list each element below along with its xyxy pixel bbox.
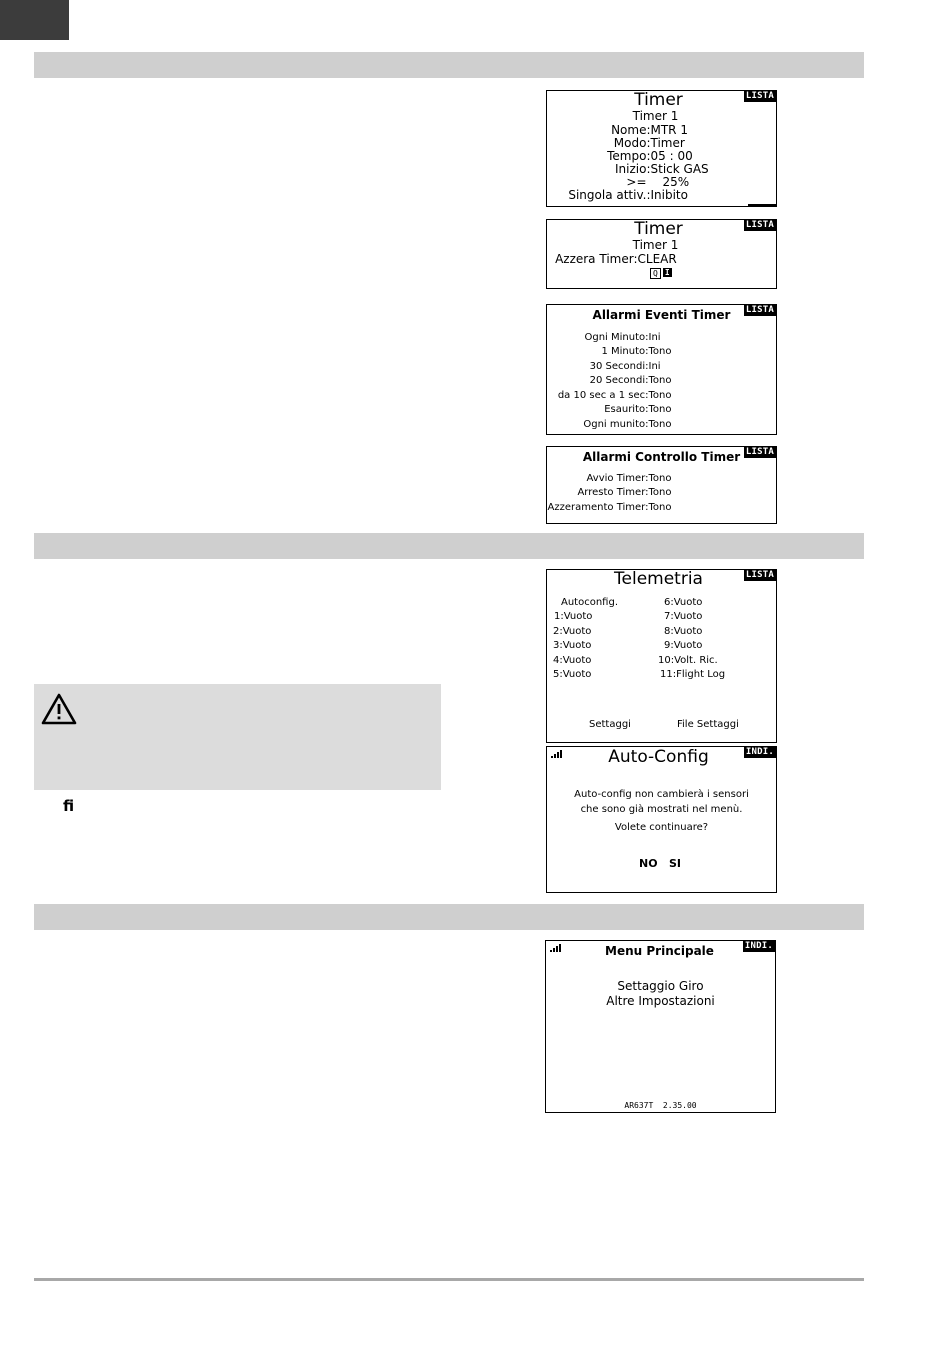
row-label: Ogni munito: xyxy=(583,419,649,430)
lista-badge[interactable]: LISTA xyxy=(745,447,774,457)
indi-badge[interactable]: INDI. xyxy=(744,941,773,951)
message-line: Volete continuare? xyxy=(614,822,709,833)
row-label: >= xyxy=(626,175,647,189)
alarm-row[interactable] xyxy=(546,374,763,388)
row-label: Modo: xyxy=(613,136,651,150)
row-label: Avvio Timer: xyxy=(586,473,649,484)
row-label: Inizio: xyxy=(615,162,651,176)
main-menu-screen xyxy=(545,940,776,1113)
reset-timer-row[interactable] xyxy=(546,253,752,266)
settings-file-button[interactable]: File Settaggi xyxy=(677,719,739,730)
row-value: Tono xyxy=(648,375,672,386)
telemetry-item[interactable]: 5:Vuoto xyxy=(553,669,592,680)
lista-badge[interactable]: LISTA xyxy=(745,91,774,101)
row-value: Ini xyxy=(648,332,661,343)
menu-item-gyro-setup[interactable]: Settaggio Giro xyxy=(617,979,704,993)
telemetry-item[interactable]: 4:Vuoto xyxy=(553,655,592,666)
alarm-row[interactable] xyxy=(546,389,763,403)
cursor-bar xyxy=(748,204,776,206)
row-value: Tono xyxy=(648,390,672,401)
message-line: che sono già mostrati nel menù. xyxy=(580,804,743,815)
row-value: CLEAR xyxy=(637,252,677,266)
no-button[interactable]: NO xyxy=(639,857,658,870)
alarm-row[interactable] xyxy=(546,331,763,345)
screen-title: Allarmi Eventi Timer xyxy=(592,308,731,322)
row-value: Tono xyxy=(648,473,672,484)
screen-title: Timer xyxy=(634,219,683,239)
qi-indicator xyxy=(650,268,672,278)
row-value: Tono xyxy=(648,502,672,513)
lista-badge[interactable]: LISTA xyxy=(745,305,774,315)
row-value: Tono xyxy=(648,419,672,430)
row-value: Tono xyxy=(648,404,672,415)
timer-number[interactable]: Timer 1 xyxy=(632,238,679,252)
alarm-row[interactable] xyxy=(546,472,763,486)
row-label: Azzera Timer: xyxy=(555,252,638,266)
telemetry-item[interactable]: 6:Vuoto xyxy=(664,597,703,608)
message-line: Auto-config non cambierà i sensori xyxy=(574,789,749,800)
indi-badge[interactable]: INDI. xyxy=(745,747,774,757)
i-indicator: I xyxy=(664,268,670,277)
menu-item-other-settings[interactable]: Altre Impostazioni xyxy=(606,994,715,1008)
screen-title: Auto-Config xyxy=(608,747,709,767)
alarm-row[interactable] xyxy=(546,403,763,417)
footer-rule xyxy=(34,1278,864,1281)
row-value: Tono xyxy=(648,487,672,498)
row-label: 20 Secondi: xyxy=(589,375,649,386)
event-alarms-screen xyxy=(546,304,777,435)
row-label: Nome: xyxy=(611,123,651,137)
telemetry-item[interactable]: 1:Vuoto xyxy=(554,611,593,622)
warning-triangle-icon xyxy=(41,693,77,725)
page-corner-tab xyxy=(0,0,69,40)
row-label: Ogni Minuto: xyxy=(584,332,649,343)
row-value: Stick GAS xyxy=(650,162,709,176)
row-value: 05 : 00 xyxy=(650,149,693,163)
row-value: Tono xyxy=(648,346,672,357)
section-header-main-menu xyxy=(34,904,864,930)
row-label: Arresto Timer: xyxy=(577,487,649,498)
fi-ligature-glyph: fi xyxy=(63,797,75,815)
telemetry-item[interactable]: 11:Flight Log xyxy=(660,669,726,680)
section-header-timer xyxy=(34,52,864,78)
row-value: Inibito xyxy=(650,188,688,202)
si-button[interactable]: SI xyxy=(669,857,682,870)
row-value: 25% xyxy=(662,175,690,189)
section-header-telemetry xyxy=(34,533,864,559)
alarm-row[interactable] xyxy=(546,486,763,500)
screen-title: Menu Principale xyxy=(605,944,714,958)
screen-title: Telemetria xyxy=(614,569,703,589)
timer-screen xyxy=(546,90,777,207)
row-value: MTR 1 xyxy=(650,123,688,137)
row-label: Tempo: xyxy=(607,149,651,163)
timer-number[interactable]: Timer 1 xyxy=(632,109,679,123)
row-label: 30 Secondi: xyxy=(589,361,649,372)
alarm-row[interactable] xyxy=(546,501,763,515)
timer-start-row[interactable] xyxy=(546,163,765,176)
telemetry-item[interactable]: 7:Vuoto xyxy=(664,611,703,622)
settings-button[interactable]: Settaggi xyxy=(589,719,631,730)
screen-title: Timer xyxy=(634,90,683,110)
row-label: Esaurito: xyxy=(604,404,649,415)
row-label: Azzeramento Timer: xyxy=(547,502,649,513)
alarm-row[interactable] xyxy=(546,345,763,359)
timer-oneshot-row[interactable] xyxy=(546,189,765,202)
telemetry-item[interactable]: Autoconfig. xyxy=(561,597,618,608)
row-value: Timer xyxy=(650,136,685,150)
timer-reset-screen xyxy=(546,219,777,289)
lista-badge[interactable]: LISTA xyxy=(745,570,774,580)
alarm-row[interactable] xyxy=(546,360,763,374)
row-label: Singola attiv.: xyxy=(568,188,651,202)
telemetry-item[interactable]: 3:Vuoto xyxy=(553,640,592,651)
q-indicator: Q xyxy=(650,268,661,279)
telemetry-item[interactable]: 10:Volt. Ric. xyxy=(658,655,718,666)
autoconfig-screen xyxy=(546,746,777,893)
row-label: 1 Minuto: xyxy=(601,346,649,357)
row-label: da 10 sec a 1 sec: xyxy=(557,390,649,401)
screen-title: Allarmi Controllo Timer xyxy=(582,450,741,464)
telemetry-screen xyxy=(546,569,777,743)
telemetry-item[interactable]: 8:Vuoto xyxy=(664,626,703,637)
alarm-row[interactable] xyxy=(546,418,763,432)
warning-box xyxy=(34,684,441,790)
row-value: Ini xyxy=(648,361,661,372)
control-alarms-screen xyxy=(546,446,777,524)
firmware-version: AR637T 2.35.00 xyxy=(624,1101,697,1110)
telemetry-item[interactable]: 9:Vuoto xyxy=(664,640,703,651)
lista-badge[interactable]: LISTA xyxy=(745,220,774,230)
telemetry-item[interactable]: 2:Vuoto xyxy=(553,626,592,637)
